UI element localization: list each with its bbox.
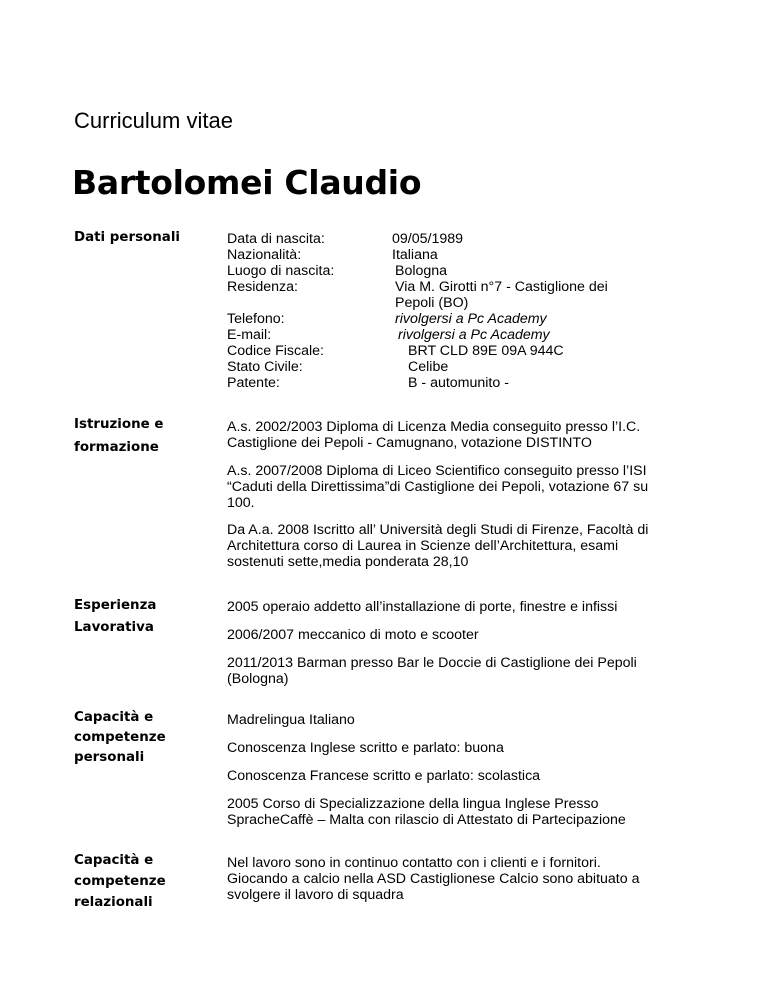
relational-entry-line1: Nel lavoro sono in continuo contatto con i clienti e i fornitori.	[227, 855, 601, 871]
section-label-personal-skills	[74, 708, 204, 768]
section-label-personal-skills-line1: Capacità e	[74, 710, 154, 725]
section-label-experience	[74, 596, 204, 638]
section-label-education-line2: formazione	[74, 440, 159, 455]
experience-entry-1: 2005 operaio addetto all’installazione di porte, finestre e infissi	[227, 599, 618, 615]
education-entry-1-line2: Castiglione dei Pepoli - Camugnano, votazione DISTINTO	[227, 435, 592, 451]
document-type: Curriculum vitae	[74, 108, 233, 133]
relational-entry-line3: svolgere il lavoro di squadra	[227, 887, 404, 903]
relational-entry-line2: Giocando a calcio nella ASD Castiglionese Calcio sono abituato a	[227, 871, 640, 887]
experience-entry-3-line2: (Bologna)	[227, 671, 289, 687]
personal-value-birthdate: 09/05/1989	[392, 231, 464, 247]
education-entry-3-line2: Architettura corso di Laurea in Scienze dell’Architettura, esami	[227, 538, 619, 554]
section-label-experience-line1: Esperienza	[74, 598, 157, 613]
personal-label-civil-status: Stato Civile:	[227, 359, 303, 375]
personal-label-license: Patente:	[227, 375, 280, 391]
education-entry-1-line1: A.s. 2002/2003 Diploma di Licenza Media conseguito presso l’I.C.	[227, 419, 641, 435]
personal-label-fiscal-code: Codice Fiscale:	[227, 343, 324, 359]
education-entry-2-line2: “Caduti della Direttissima”di Castiglione dei Pepoli, votazione 67 su	[227, 479, 649, 495]
section-label-relational-skills-line1: Capacità e	[74, 853, 154, 868]
personal-label-residence: Residenza:	[227, 279, 298, 295]
personal-value-fiscal-code: BRT CLD 89E 09A 944C	[408, 343, 564, 359]
personal-value-birthplace: Bologna	[395, 263, 448, 279]
personal-value-civil-status: Celibe	[408, 359, 449, 375]
section-label-personal: Dati personali	[74, 230, 180, 245]
personal-label-birthplace: Luogo di nascita:	[227, 263, 335, 279]
section-label-education	[74, 415, 204, 458]
skill-entry-4-line2: SpracheCaffè – Malta con rilascio di Attestato di Partecipazione	[227, 812, 626, 828]
section-label-relational-skills	[74, 851, 204, 913]
personal-value-residence-cont: Pepoli (BO)	[395, 295, 469, 311]
skill-entry-1: Madrelingua Italiano	[227, 712, 355, 728]
personal-value-email: rivolgersi a Pc Academy	[398, 327, 550, 343]
section-label-education-line1: Istruzione e	[74, 417, 164, 432]
section-label-relational-skills-line2: competenze	[74, 874, 166, 889]
section-label-relational-skills-line3: relazionali	[74, 895, 153, 910]
personal-label-birthdate: Data di nascita:	[227, 231, 325, 247]
section-label-personal-skills-line3: personali	[74, 750, 145, 765]
education-entry-2-line3: 100.	[227, 495, 255, 511]
skill-entry-2: Conoscenza Inglese scritto e parlato: buona	[227, 740, 504, 756]
personal-value-residence: Via M. Girotti n°7 - Castiglione dei	[395, 279, 608, 295]
personal-value-nationality: Italiana	[392, 247, 438, 263]
section-label-experience-line2: Lavorativa	[74, 620, 154, 635]
skill-entry-4-line1: 2005 Corso di Specializzazione della lingua Inglese Presso	[227, 796, 599, 812]
education-entry-2-line1: A.s. 2007/2008 Diploma di Liceo Scientifico conseguito presso l’ISI	[227, 463, 647, 479]
skill-entry-3: Conoscenza Francese scritto e parlato: scolastica	[227, 768, 541, 784]
personal-label-email: E-mail:	[227, 327, 272, 343]
personal-value-license: B - automunito -	[408, 375, 509, 391]
personal-label-phone: Telefono:	[227, 311, 285, 327]
experience-entry-3-line1: 2011/2013 Barman presso Bar le Doccie di Castiglione dei Pepoli	[227, 655, 637, 671]
experience-entry-2: 2006/2007 meccanico di moto e scooter	[227, 627, 479, 643]
personal-label-nationality: Nazionalità:	[227, 247, 302, 263]
section-label-personal-skills-line2: competenze	[74, 730, 166, 745]
education-entry-3-line3: sostenuti sette,media ponderata 28,10	[227, 554, 469, 570]
candidate-name: Bartolomei Claudio	[72, 163, 422, 202]
education-entry-3-line1: Da A.a. 2008 Iscritto all’ Università degli Studi di Firenze, Facoltà di	[227, 522, 649, 538]
personal-value-phone: rivolgersi a Pc Academy	[395, 311, 547, 327]
